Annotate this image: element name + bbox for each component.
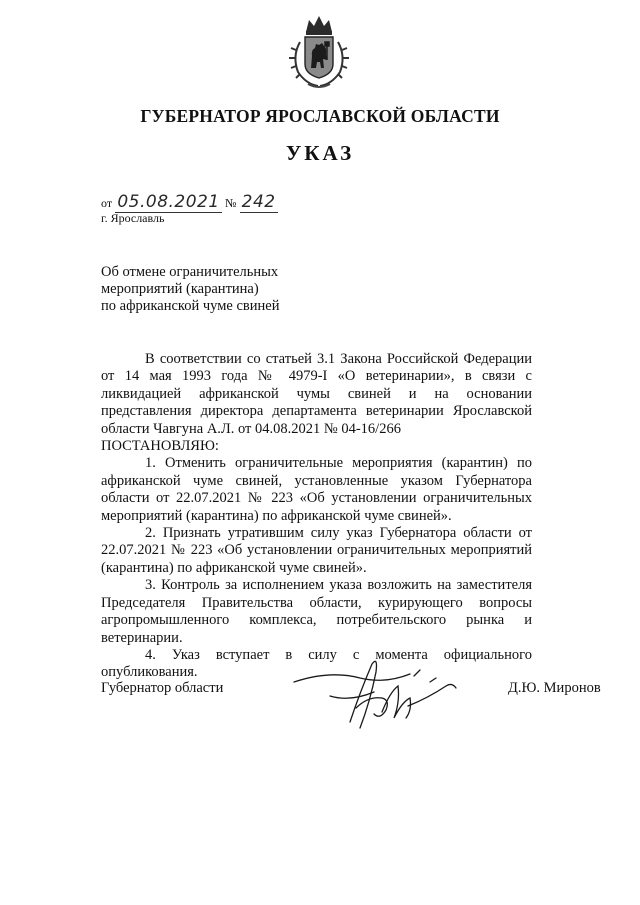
subject-line: Об отмене ограничительных	[101, 264, 279, 280]
document-type-title: УКАЗ	[285, 141, 355, 165]
org-title: ГУБЕРНАТОР ЯРОСЛАВСКОЙ ОБЛАСТИ	[140, 106, 500, 126]
decree-city: г. Ярославль	[101, 211, 165, 225]
decree-word: ПОСТАНОВЛЯЮ:	[101, 438, 219, 455]
coat-of-arms-icon	[278, 12, 360, 94]
decree-date: 05.08.2021	[117, 192, 220, 212]
decree-item-3: 3. Контроль за исполнением указа возложить на заместителя Председателя Правительства области, курирующего вопросы агропромышленного комплекса, потребительского рынка и ветеринарии.	[101, 577, 532, 646]
decree-subject	[101, 264, 279, 315]
signatory-name: Д.Ю. Миронов	[508, 680, 601, 696]
decree-item-1: 1. Отменить ограничительные мероприятия (карантин) по африканской чуме свиней, установленные указом Губернатора области от 22.07.2021 № 223 «Об установлении ограничительных мероприятий (карантина) по африканской чуме свиней».	[101, 455, 532, 524]
decree-item-2: 2. Признать утратившим силу указ Губернатора области от 22.07.2021 № 223 «Об установлении ограничительных мероприятий (карантина) по африканской чуме свиней».	[101, 525, 532, 576]
handwritten-signature	[290, 652, 460, 740]
preamble-paragraph: В соответствии со статьей 3.1 Закона Российской Федерации от 14 мая 1993 года № 4979-I «О ветеринарии», в связи с ликвидацией африканской чумы свиней и на основании представления директора департамента ветеринарии Ярославской области Чавгуна А.Л. от 04.08.2021 № 04-16/266	[101, 351, 532, 437]
date-prefix: от	[101, 196, 113, 210]
decree-body	[101, 351, 532, 682]
subject-line: мероприятий (карантина)	[101, 281, 259, 297]
decree-dateline	[101, 192, 278, 212]
signatory-role: Губернатор области	[101, 680, 224, 696]
decree-number: 242	[241, 192, 276, 212]
number-prefix: №	[224, 196, 237, 210]
subject-line: по африканской чуме свиней	[101, 298, 280, 314]
decree-item-4: 4. Указ вступает в силу с момента официального опубликования.	[101, 646, 532, 681]
